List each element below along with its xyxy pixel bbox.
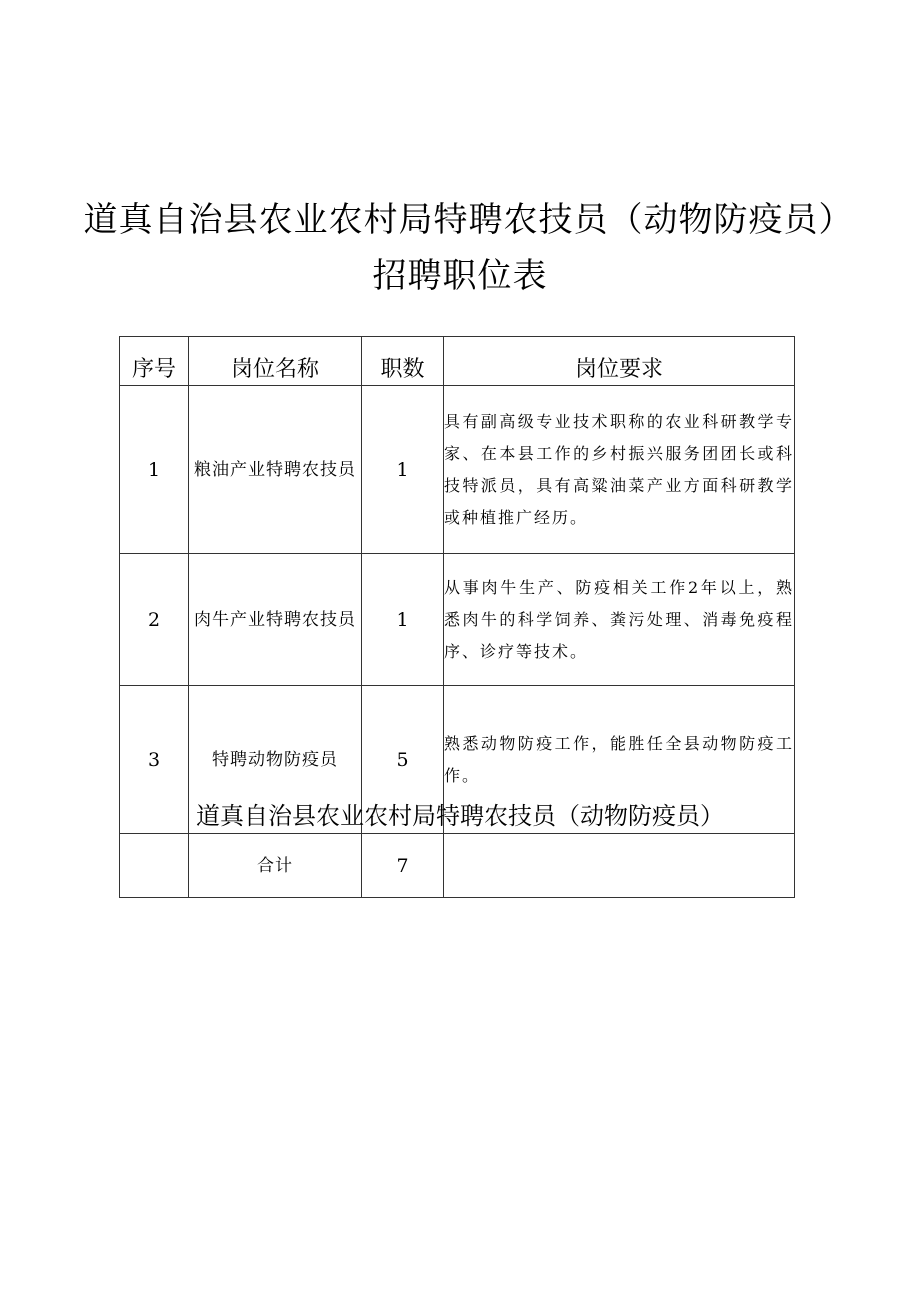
table-row — [120, 386, 795, 554]
total-label: 合计 — [189, 834, 362, 898]
row-position: 特聘动物防疫员 — [189, 686, 362, 834]
row-requirements: 熟悉动物防疫工作，能胜任全县动物防疫工作。 — [444, 686, 795, 834]
total-row — [120, 834, 795, 898]
total-requirements-empty — [444, 834, 795, 898]
header-count: 职数 — [362, 337, 444, 386]
table-header-row — [120, 337, 795, 386]
total-index-empty — [120, 834, 189, 898]
total-count: 7 — [362, 834, 444, 898]
header-requirements: 岗位要求 — [444, 337, 795, 386]
row-requirements: 具有副高级专业技术职称的农业科研教学专家、在本县工作的乡村振兴服务团团长或科技特派员，具有高粱油菜产业方面科研教学或种植推广经历。 — [444, 386, 795, 554]
row-index: 3 — [120, 686, 189, 834]
row-index: 1 — [120, 386, 189, 554]
row-position: 粮油产业特聘农技员 — [189, 386, 362, 554]
header-index: 序号 — [120, 337, 189, 386]
row-requirements: 从事肉牛生产、防疫相关工作2年以上，熟悉肉牛的科学饲养、粪污处理、消毒免疫程序、诊疗等技术。 — [444, 554, 795, 686]
row-index: 2 — [120, 554, 189, 686]
row-count: 1 — [362, 386, 444, 554]
footer-heading: 道真自治县农业农村局特聘农技员（动物防疫员） — [196, 802, 724, 830]
row-position: 肉牛产业特聘农技员 — [189, 554, 362, 686]
table-row — [120, 554, 795, 686]
row-count: 5 — [362, 686, 444, 834]
page-title: 道真自治县农业农村局特聘农技员（动物防疫员）招聘职位表 — [83, 200, 837, 296]
header-position: 岗位名称 — [189, 337, 362, 386]
row-count: 1 — [362, 554, 444, 686]
